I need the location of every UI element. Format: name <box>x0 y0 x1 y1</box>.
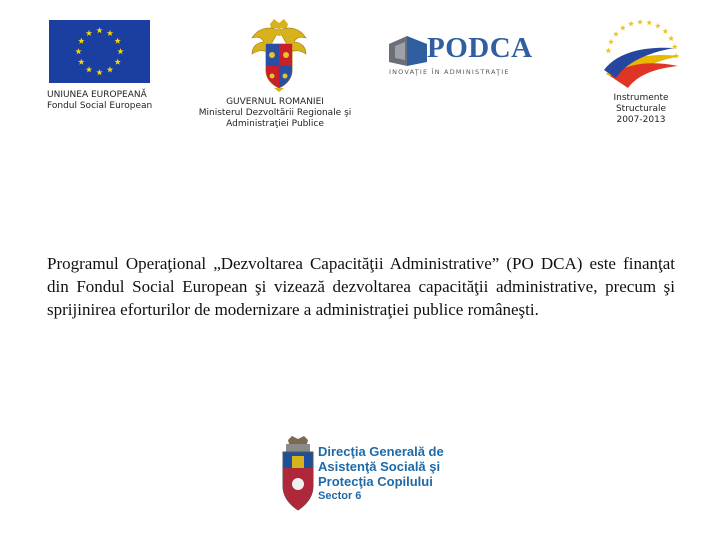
instrumente-star-icon <box>608 39 614 45</box>
instrumente-star-icon <box>620 25 626 31</box>
instrumente-star-icon <box>668 35 674 41</box>
eu-caption <box>47 90 177 112</box>
gov-caption-line3: Administraţiei Publice <box>226 119 324 129</box>
instrumente-caption-line3: 2007-2013 <box>616 115 666 125</box>
instrumente-star-icon <box>646 20 652 26</box>
podca-emblem-icon <box>387 32 429 70</box>
dgaspc-line2: Asistenţă Socială şi <box>318 459 441 474</box>
dgaspc-line4: Sector 6 <box>318 490 362 502</box>
program-description: Programul Operaţional „Dezvoltarea Capacităţii Administrative” (PO DCA) este finanţat din Fondul Social European şi vizează dezvoltarea capacităţii administrative, precum şi sprijinirea eforturilor de modernizare a administraţiei publice româneşti. <box>47 254 675 319</box>
instrumente-caption-line1: Instrumente <box>613 93 669 103</box>
podca-brand: PODCA <box>427 32 533 64</box>
instrumente-caption-line2: Structurale <box>615 104 667 114</box>
instrumente-star-icon <box>613 31 619 37</box>
dgaspc-line1: Direcţia Generală de <box>318 444 444 459</box>
gov-caption-line2: Ministerul Dezvoltării Regionale şi <box>198 108 352 118</box>
eu-flag-logo <box>49 20 150 83</box>
romania-coat-of-arms-logo <box>248 18 310 92</box>
instrumente-star-icon <box>655 23 661 29</box>
podca-tagline: INOVAŢIE ÎN ADMINISTRAŢIE <box>389 68 510 76</box>
gov-caption <box>180 97 370 130</box>
instrumente-star-icon <box>662 28 668 34</box>
sector6-coat-of-arms-icon <box>280 436 316 512</box>
instrumente-star-icon <box>628 21 634 27</box>
eu-caption-line2: Fondul Social European <box>47 101 153 111</box>
dgaspc-line3: Protecţia Copilului <box>318 474 433 489</box>
instrumente-caption <box>600 93 682 126</box>
instrumente-star-icon <box>672 44 678 50</box>
dgaspc-logo <box>280 436 460 516</box>
gov-caption-line1: GUVERNUL ROMANIEI <box>226 97 324 107</box>
instrumente-structurale-logo <box>600 12 682 94</box>
instrumente-star-icon <box>605 47 611 53</box>
podca-logo <box>387 30 542 80</box>
instrumente-star-icon <box>637 19 643 25</box>
eu-caption-line1: UNIUNEA EUROPEANĂ <box>47 90 147 100</box>
